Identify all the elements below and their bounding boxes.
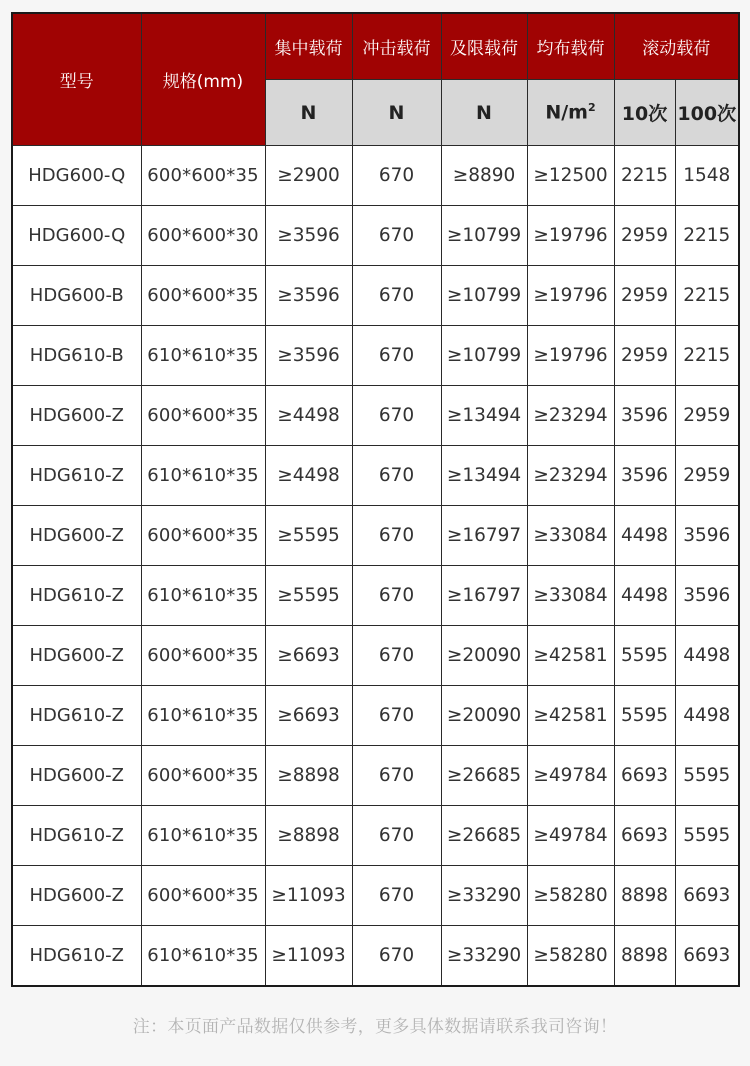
cell-ultimate-load: ≥33290 [441,926,527,987]
cell-model: HDG600-Z [12,386,141,446]
cell-concentrated-load: ≥3596 [265,326,352,386]
cell-concentrated-load: ≥8898 [265,806,352,866]
header-rolling-load: 滚动载荷 [614,13,739,80]
cell-ultimate-load: ≥10799 [441,266,527,326]
cell-model: HDG610-Z [12,806,141,866]
cell-model: HDG610-Z [12,686,141,746]
table-body [12,146,739,987]
cell-impact-load: 670 [352,266,441,326]
cell-rolling-10: 6693 [614,746,675,806]
cell-spec: 600*600*30 [141,206,265,266]
header-model: 型号 [12,13,141,146]
table-row [12,446,739,506]
cell-spec: 600*600*35 [141,386,265,446]
cell-impact-load: 670 [352,866,441,926]
cell-concentrated-load: ≥3596 [265,206,352,266]
cell-rolling-100: 3596 [675,506,739,566]
cell-concentrated-load: ≥5595 [265,566,352,626]
unit-concentrated: N [265,80,352,146]
cell-uniform-load: ≥19796 [527,326,614,386]
unit-uniform-exponent: 2 [587,101,596,115]
table-row [12,386,739,446]
header-ultimate-load: 及限载荷 [441,13,527,80]
cell-uniform-load: ≥12500 [527,146,614,206]
cell-impact-load: 670 [352,146,441,206]
cell-uniform-load: ≥42581 [527,686,614,746]
header-uniform-load: 均布载荷 [527,13,614,80]
cell-rolling-100: 6693 [675,866,739,926]
cell-spec: 600*600*35 [141,746,265,806]
cell-concentrated-load: ≥8898 [265,746,352,806]
cell-rolling-100: 2959 [675,446,739,506]
cell-impact-load: 670 [352,926,441,987]
cell-ultimate-load: ≥10799 [441,206,527,266]
cell-spec: 610*610*35 [141,686,265,746]
cell-rolling-100: 4498 [675,686,739,746]
cell-rolling-100: 2215 [675,266,739,326]
cell-rolling-100: 5595 [675,806,739,866]
unit-rolling-10: 10次 [614,80,675,146]
cell-ultimate-load: ≥33290 [441,866,527,926]
cell-model: HDG600-Z [12,866,141,926]
cell-concentrated-load: ≥6693 [265,626,352,686]
table-row [12,626,739,686]
cell-model: HDG600-Z [12,626,141,686]
table-row [12,926,739,987]
unit-rolling-100: 100次 [675,80,739,146]
cell-uniform-load: ≥49784 [527,746,614,806]
header-row [12,13,739,80]
cell-ultimate-load: ≥16797 [441,506,527,566]
cell-rolling-100: 4498 [675,626,739,686]
cell-concentrated-load: ≥4498 [265,446,352,506]
cell-rolling-10: 8898 [614,866,675,926]
unit-uniform-base: N/m [545,101,588,124]
cell-ultimate-load: ≥13494 [441,386,527,446]
cell-model: HDG600-B [12,266,141,326]
cell-impact-load: 670 [352,626,441,686]
footer-note: 注：本页面产品数据仅供参考，更多具体数据请联系我司咨询！ [132,1017,618,1037]
cell-concentrated-load: ≥3596 [265,266,352,326]
table-row [12,266,739,326]
cell-concentrated-load: ≥2900 [265,146,352,206]
table-row [12,806,739,866]
cell-spec: 610*610*35 [141,806,265,866]
table-row [12,566,739,626]
cell-rolling-10: 8898 [614,926,675,987]
cell-concentrated-load: ≥5595 [265,506,352,566]
spec-table [11,12,740,987]
cell-uniform-load: ≥49784 [527,806,614,866]
cell-model: HDG600-Z [12,506,141,566]
cell-ultimate-load: ≥26685 [441,806,527,866]
cell-model: HDG610-Z [12,566,141,626]
cell-ultimate-load: ≥20090 [441,686,527,746]
table-row [12,746,739,806]
cell-spec: 600*600*35 [141,146,265,206]
table-row [12,506,739,566]
cell-ultimate-load: ≥20090 [441,626,527,686]
cell-rolling-100: 6693 [675,926,739,987]
table-row [12,206,739,266]
cell-concentrated-load: ≥4498 [265,386,352,446]
cell-uniform-load: ≥19796 [527,206,614,266]
cell-rolling-10: 3596 [614,386,675,446]
cell-concentrated-load: ≥6693 [265,686,352,746]
table-row [12,866,739,926]
cell-impact-load: 670 [352,746,441,806]
header-impact-load: 冲击载荷 [352,13,441,80]
cell-uniform-load: ≥58280 [527,926,614,987]
cell-model: HDG600-Q [12,146,141,206]
cell-ultimate-load: ≥10799 [441,326,527,386]
cell-spec: 610*610*35 [141,446,265,506]
cell-rolling-100: 2215 [675,326,739,386]
cell-impact-load: 670 [352,506,441,566]
cell-impact-load: 670 [352,566,441,626]
cell-impact-load: 670 [352,446,441,506]
cell-spec: 610*610*35 [141,326,265,386]
cell-rolling-100: 3596 [675,566,739,626]
cell-rolling-10: 4498 [614,566,675,626]
cell-rolling-10: 6693 [614,806,675,866]
cell-uniform-load: ≥33084 [527,566,614,626]
cell-spec: 600*600*35 [141,506,265,566]
cell-rolling-100: 2215 [675,206,739,266]
cell-ultimate-load: ≥13494 [441,446,527,506]
table-row [12,146,739,206]
cell-uniform-load: ≥58280 [527,866,614,926]
cell-impact-load: 670 [352,206,441,266]
cell-rolling-10: 5595 [614,626,675,686]
unit-ultimate: N [441,80,527,146]
cell-uniform-load: ≥23294 [527,446,614,506]
cell-rolling-10: 5595 [614,686,675,746]
cell-rolling-10: 4498 [614,506,675,566]
unit-impact: N [352,80,441,146]
cell-impact-load: 670 [352,326,441,386]
cell-uniform-load: ≥19796 [527,266,614,326]
cell-uniform-load: ≥23294 [527,386,614,446]
cell-model: HDG610-Z [12,926,141,987]
cell-spec: 610*610*35 [141,566,265,626]
cell-rolling-10: 2215 [614,146,675,206]
cell-ultimate-load: ≥26685 [441,746,527,806]
cell-rolling-100: 5595 [675,746,739,806]
unit-uniform [527,80,614,146]
cell-impact-load: 670 [352,806,441,866]
cell-model: HDG600-Q [12,206,141,266]
table-row [12,686,739,746]
cell-concentrated-load: ≥11093 [265,926,352,987]
cell-rolling-10: 3596 [614,446,675,506]
cell-spec: 610*610*35 [141,926,265,987]
cell-rolling-100: 2959 [675,386,739,446]
cell-rolling-10: 2959 [614,326,675,386]
cell-spec: 600*600*35 [141,866,265,926]
cell-concentrated-load: ≥11093 [265,866,352,926]
cell-rolling-10: 2959 [614,266,675,326]
header-spec: 规格(mm) [141,13,265,146]
cell-rolling-100: 1548 [675,146,739,206]
cell-ultimate-load: ≥8890 [441,146,527,206]
cell-uniform-load: ≥33084 [527,506,614,566]
cell-spec: 600*600*35 [141,266,265,326]
table-row [12,326,739,386]
header-concentrated-load: 集中载荷 [265,13,352,80]
cell-model: HDG600-Z [12,746,141,806]
cell-ultimate-load: ≥16797 [441,566,527,626]
cell-impact-load: 670 [352,386,441,446]
cell-model: HDG610-Z [12,446,141,506]
cell-rolling-10: 2959 [614,206,675,266]
cell-spec: 600*600*35 [141,626,265,686]
cell-impact-load: 670 [352,686,441,746]
cell-model: HDG610-B [12,326,141,386]
cell-uniform-load: ≥42581 [527,626,614,686]
